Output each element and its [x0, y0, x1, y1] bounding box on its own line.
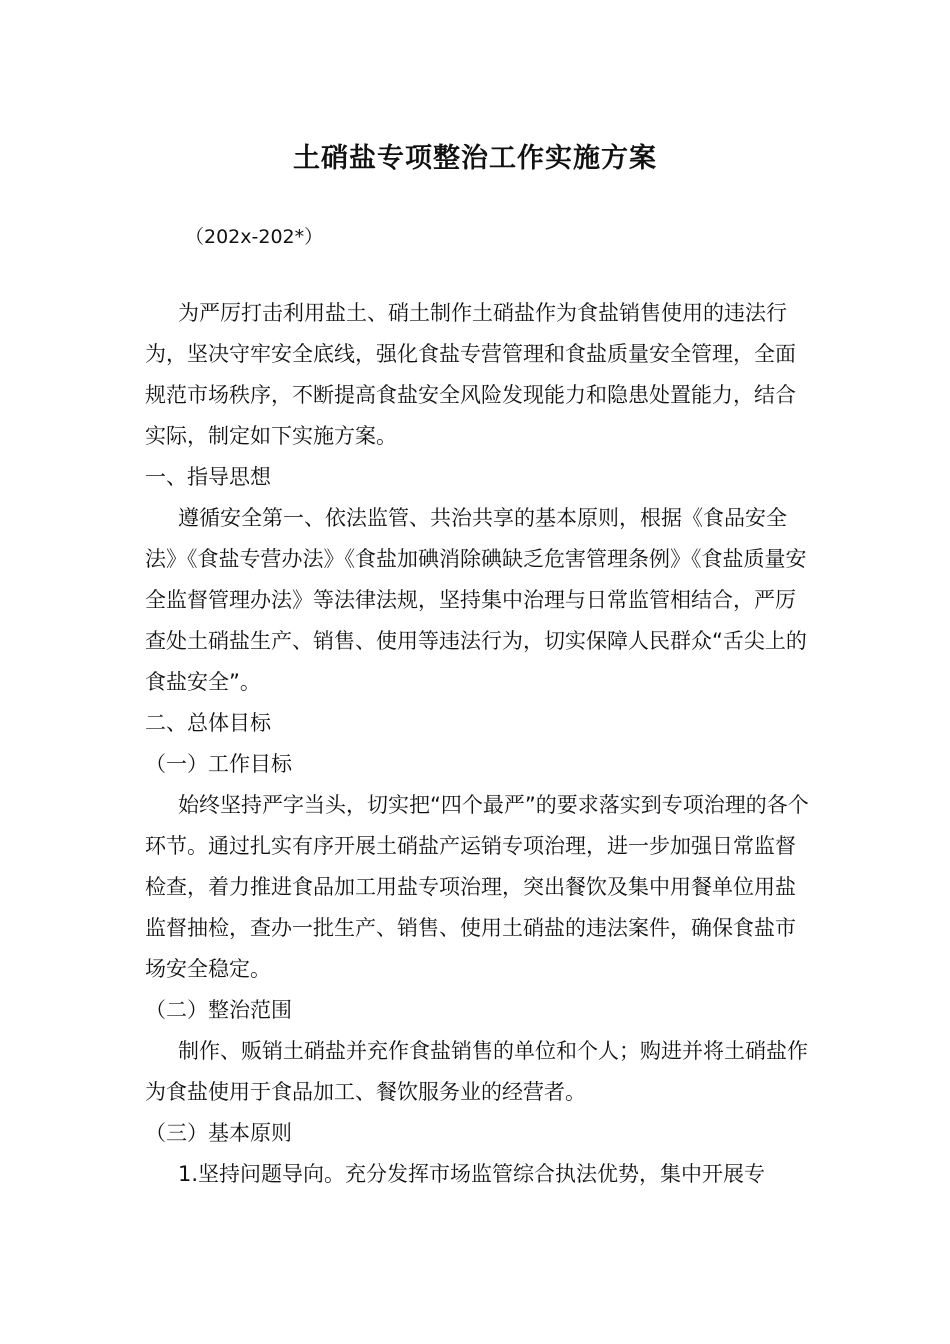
section-heading-overall-goals: 二、总体目标: [145, 711, 271, 735]
document-title: 土硝盐专项整治工作实施方案: [293, 143, 657, 174]
document-date-range: （202x-202*）: [185, 226, 324, 248]
section-heading-guiding-ideology: 一、指导思想: [145, 465, 271, 489]
work-goals-paragraph: 始终坚持严字当头，切实把“四个最严”的要求落实到专项治理的各个环节。通过扎实有序开展土硝盐产运销专项治理，进一步加强日常监督检查，着力推进食品加工用盐专项治理，突出餐饮及集中用餐单位用盐监督抽检，查办一批生产、销售、使用土硝盐的违法案件，确保食盐市场安全稳定。: [145, 793, 809, 981]
document-body: [145, 293, 815, 1195]
principle-1-paragraph: 1.坚持问题导向。充分发挥市场监管综合执法优势，集中开展专: [178, 1162, 766, 1186]
subsection-heading-scope: （二）整治范围: [145, 998, 292, 1022]
subsection-heading-work-goals: （一）工作目标: [145, 752, 292, 776]
subsection-heading-principles: （三）基本原则: [145, 1121, 292, 1145]
scope-paragraph: 制作、贩销土硝盐并充作食盐销售的单位和个人；购进并将土硝盐作为食盐使用于食品加工、餐饮服务业的经营者。: [145, 1039, 808, 1104]
guiding-ideology-paragraph: 遵循安全第一、依法监管、共治共享的基本原则，根据《食品安全法》《食盐专营办法》《食盐加碘消除碘缺乏危害管理条例》《食盐质量安全监督管理办法》等法律法规，坚持集中治理与日常监管相结合，严厉查处土硝盐生产、销售、使用等违法行为，切实保障人民群众“舌尖上的食盐安全”。: [145, 506, 807, 694]
intro-paragraph: 为严厉打击利用盐土、硝土制作土硝盐作为食盐销售使用的违法行为，坚决守牢安全底线，强化食盐专营管理和食盐质量安全管理，全面规范市场秩序，不断提高食盐安全风险发现能力和隐患处置能力，结合实际，制定如下实施方案。: [145, 301, 796, 448]
